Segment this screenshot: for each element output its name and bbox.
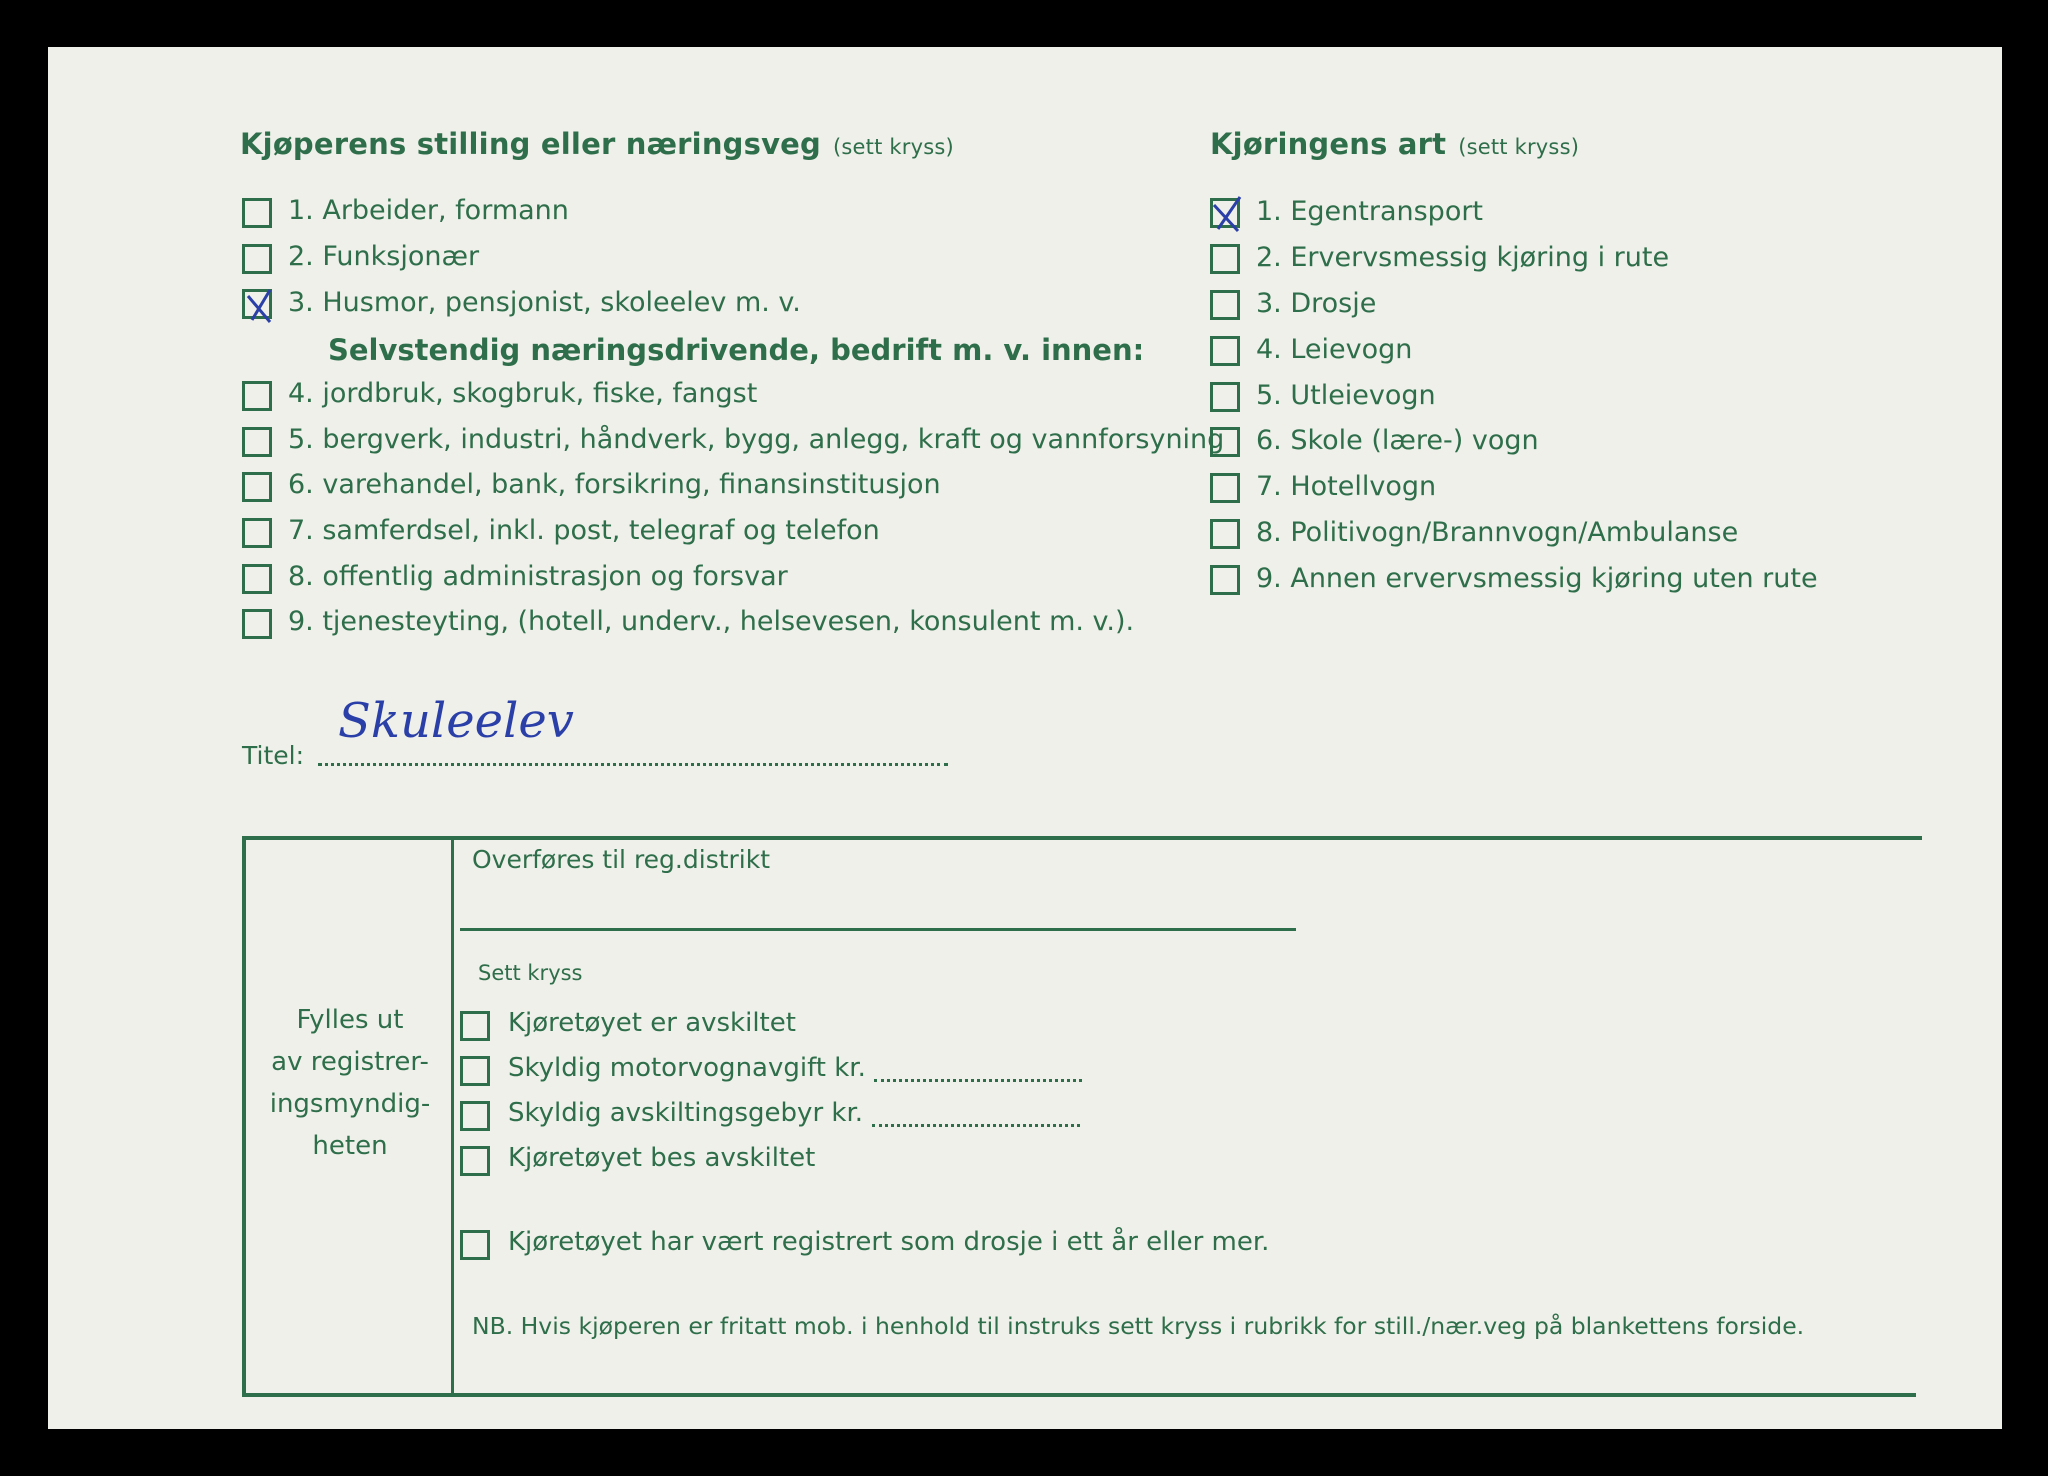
driving-type-note: (sett kryss)	[1458, 135, 1580, 159]
driving-5-label: 5. Utleievogn	[1256, 380, 1436, 411]
bes-avskiltet-label: Kjøretøyet bes avskiltet	[508, 1143, 816, 1173]
driving-6-label: 6. Skole (lære-) vogn	[1256, 425, 1539, 456]
checkbox-occupation-4[interactable]	[242, 381, 272, 411]
checkbox-occupation-3[interactable]	[242, 289, 272, 319]
driving-8-label: 8. Politivogn/Brannvogn/Ambulanse	[1256, 517, 1739, 548]
checkbox-driving-5[interactable]	[1210, 382, 1240, 412]
checkbox-motorvognavgift[interactable]	[460, 1056, 490, 1086]
checkbox-driving-8[interactable]	[1210, 519, 1240, 549]
driving-type-title: Kjøringens art	[1210, 127, 1447, 161]
driving-3-label: 3. Drosje	[1256, 288, 1377, 319]
authority-side-label	[248, 999, 452, 1167]
checkbox-driving-1[interactable]	[1210, 198, 1240, 228]
self-employed-subheading: Selvstendig næringsdrivende, bedrift m. v. innen:	[328, 333, 1145, 367]
checkbox-occupation-2[interactable]	[242, 244, 272, 274]
checkbox-driving-6[interactable]	[1210, 427, 1240, 457]
checkbox-drosje-registered[interactable]	[460, 1230, 490, 1260]
driving-9-label: 9. Annen ervervsmessig kjøring uten rute	[1256, 563, 1818, 594]
checkbox-occupation-9[interactable]	[242, 609, 272, 639]
side-label-line-1: Fylles ut	[296, 1005, 404, 1035]
occupation-7-label: 7. samferdsel, inkl. post, telegraf og telefon	[288, 515, 880, 546]
checkbox-bes-avskiltet[interactable]	[460, 1146, 490, 1176]
checkbox-occupation-7[interactable]	[242, 518, 272, 548]
box-bottom-border	[242, 1393, 1916, 1397]
checkbox-occupation-6[interactable]	[242, 472, 272, 502]
occupation-3-label: 3. Husmor, pensjonist, skoleelev m. v.	[288, 287, 801, 318]
checkbox-occupation-5[interactable]	[242, 427, 272, 457]
motorvognavgift-amount-line[interactable]	[874, 1079, 1082, 1082]
avskiltet-label: Kjøretøyet er avskiltet	[508, 1008, 796, 1038]
checkbox-driving-4[interactable]	[1210, 336, 1240, 366]
checkbox-driving-2[interactable]	[1210, 244, 1240, 274]
driving-type-heading	[1210, 127, 1579, 161]
buyer-occupation-title: Kjøperens stilling eller næringsveg	[240, 127, 822, 161]
checkbox-occupation-1[interactable]	[242, 198, 272, 228]
side-label-line-2: av registrer-	[271, 1047, 429, 1077]
checkbox-avskiltet[interactable]	[460, 1011, 490, 1041]
drosje-registered-label: Kjøretøyet har vært registrert som drosje i ett år eller mer.	[508, 1227, 1270, 1257]
occupation-8-label: 8. offentlig administrasjon og forsvar	[288, 561, 788, 592]
buyer-occupation-note: (sett kryss)	[833, 135, 954, 159]
sett-kryss-label: Sett kryss	[478, 961, 583, 985]
checkbox-avskiltingsgebyr[interactable]	[460, 1101, 490, 1131]
occupation-9-label: 9. tjenesteyting, (hotell, underv., helsevesen, konsulent m. v.).	[288, 606, 1135, 637]
occupation-2-label: 2. Funksjonær	[288, 241, 480, 272]
driving-7-label: 7. Hotellvogn	[1256, 471, 1437, 502]
title-input-line[interactable]	[318, 763, 948, 766]
occupation-4-label: 4. jordbruk, skogbruk, fiske, fangst	[288, 378, 758, 409]
motorvognavgift-label: Skyldig motorvognavgift kr.	[508, 1053, 866, 1083]
occupation-5-label: 5. bergverk, industri, håndverk, bygg, anlegg, kraft og vannforsyning	[288, 424, 1225, 455]
side-label-line-3: ingsmyndig-	[269, 1089, 431, 1119]
title-handwritten-value: Skuleelev	[338, 693, 574, 749]
buyer-occupation-heading	[240, 127, 954, 161]
checkbox-driving-7[interactable]	[1210, 473, 1240, 503]
title-label: Titel:	[242, 741, 304, 770]
driving-4-label: 4. Leievogn	[1256, 334, 1413, 365]
transfer-district-line[interactable]	[460, 928, 1296, 931]
driving-1-label: 1. Egentransport	[1256, 196, 1484, 227]
pen-cross-mark	[1210, 195, 1246, 235]
avskiltingsgebyr-label: Skyldig avskiltingsgebyr kr.	[508, 1098, 864, 1128]
box-top-border	[246, 836, 1922, 840]
occupation-1-label: 1. Arbeider, formann	[288, 195, 569, 226]
exemption-note: NB. Hvis kjøperen er fritatt mob. i henhold til instruks sett kryss i rubrikk for still./nær.veg på blankettens forside.	[472, 1312, 1805, 1340]
checkbox-occupation-8[interactable]	[242, 564, 272, 594]
checkbox-driving-3[interactable]	[1210, 290, 1240, 320]
form-sheet	[48, 47, 2002, 1429]
box-left-border	[242, 836, 246, 1396]
pen-cross-mark	[242, 286, 278, 326]
occupation-6-label: 6. varehandel, bank, forsikring, finansinstitusjon	[288, 469, 941, 500]
transfer-district-label: Overføres til reg.distrikt	[472, 845, 771, 874]
driving-2-label: 2. Ervervsmessig kjøring i rute	[1256, 242, 1670, 273]
checkbox-driving-9[interactable]	[1210, 565, 1240, 595]
side-label-line-4: heten	[312, 1131, 388, 1161]
avskiltingsgebyr-amount-line[interactable]	[872, 1124, 1080, 1127]
